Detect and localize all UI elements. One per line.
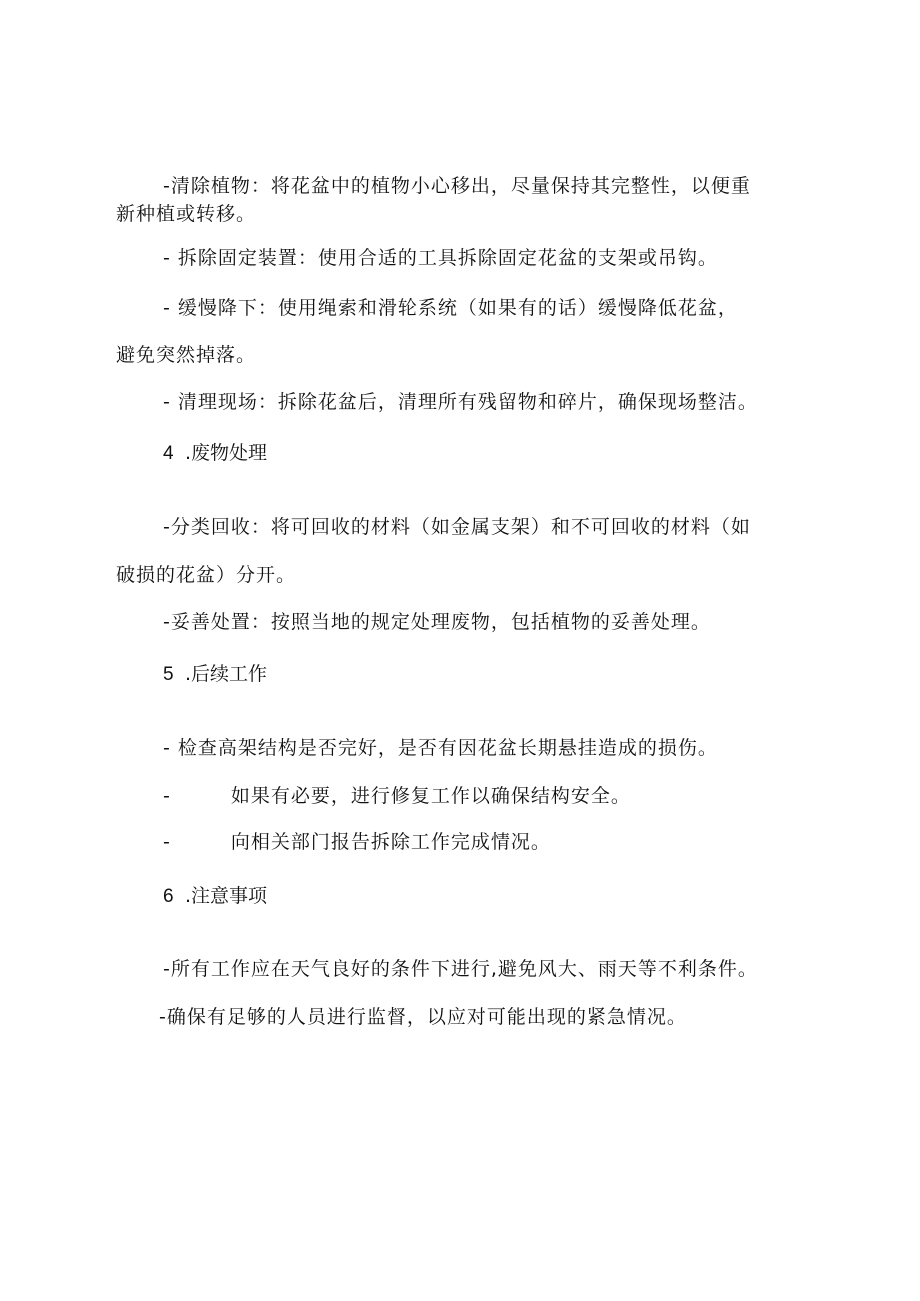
paragraph-clean-site: - 清理现场：拆除花盆后，清理所有残留物和碎片，确保现场整洁。 bbox=[163, 391, 758, 413]
section-number: 4 bbox=[163, 443, 174, 464]
paragraph-clear-plants-line2: 新种植或转移。 bbox=[116, 203, 257, 225]
list-text: 向相关部门报告拆除工作完成情况。 bbox=[230, 831, 551, 853]
paragraph-inspect-structure: - 检查高架结构是否完好，是否有因花盆长期悬挂造成的损伤。 bbox=[163, 737, 718, 759]
section-heading-notes bbox=[163, 884, 267, 909]
paragraph-weather: -所有工作应在天气良好的条件下进行,避免风大、雨天等不利条件。 bbox=[163, 958, 758, 980]
list-text: 如果有必要，进行修复工作以确保结构安全。 bbox=[230, 785, 631, 807]
list-dash: - bbox=[163, 831, 171, 853]
list-dash: - bbox=[163, 785, 171, 807]
section-title: .废物处理 bbox=[185, 442, 268, 464]
paragraph-clear-plants-line1: -清除植物：将花盆中的植物小心移出，尽量保持其完整性，以便重 bbox=[163, 175, 751, 197]
section-heading-waste bbox=[163, 441, 267, 466]
section-title: .后续工作 bbox=[185, 663, 268, 685]
paragraph-lower-slowly-line1: - 缓慢降下：使用绳索和滑轮系统（如果有的话）缓慢降低花盆， bbox=[163, 297, 738, 319]
section-number: 6 bbox=[163, 886, 174, 907]
paragraph-supervision: -确保有足够的人员进行监督，以应对可能出现的紧急情况。 bbox=[159, 1006, 687, 1028]
paragraph-remove-fixtures: - 拆除固定装置：使用合适的工具拆除固定花盆的支架或吊钩。 bbox=[163, 247, 718, 269]
paragraph-proper-disposal: -妥善处置：按照当地的规定处理废物，包括植物的妥善处理。 bbox=[163, 611, 711, 633]
paragraph-sort-recycle-line2: 破损的花盆）分开。 bbox=[116, 564, 297, 586]
section-heading-followup bbox=[163, 662, 267, 687]
paragraph-report bbox=[163, 830, 551, 854]
section-title: .注意事项 bbox=[185, 885, 268, 907]
paragraph-lower-slowly-line2: 避免突然掉落。 bbox=[116, 344, 257, 366]
paragraph-sort-recycle-line1: -分类回收：将可回收的材料（如金属支架）和不可回收的材料（如 bbox=[163, 516, 751, 538]
section-number: 5 bbox=[163, 664, 174, 685]
paragraph-repair bbox=[163, 784, 631, 808]
